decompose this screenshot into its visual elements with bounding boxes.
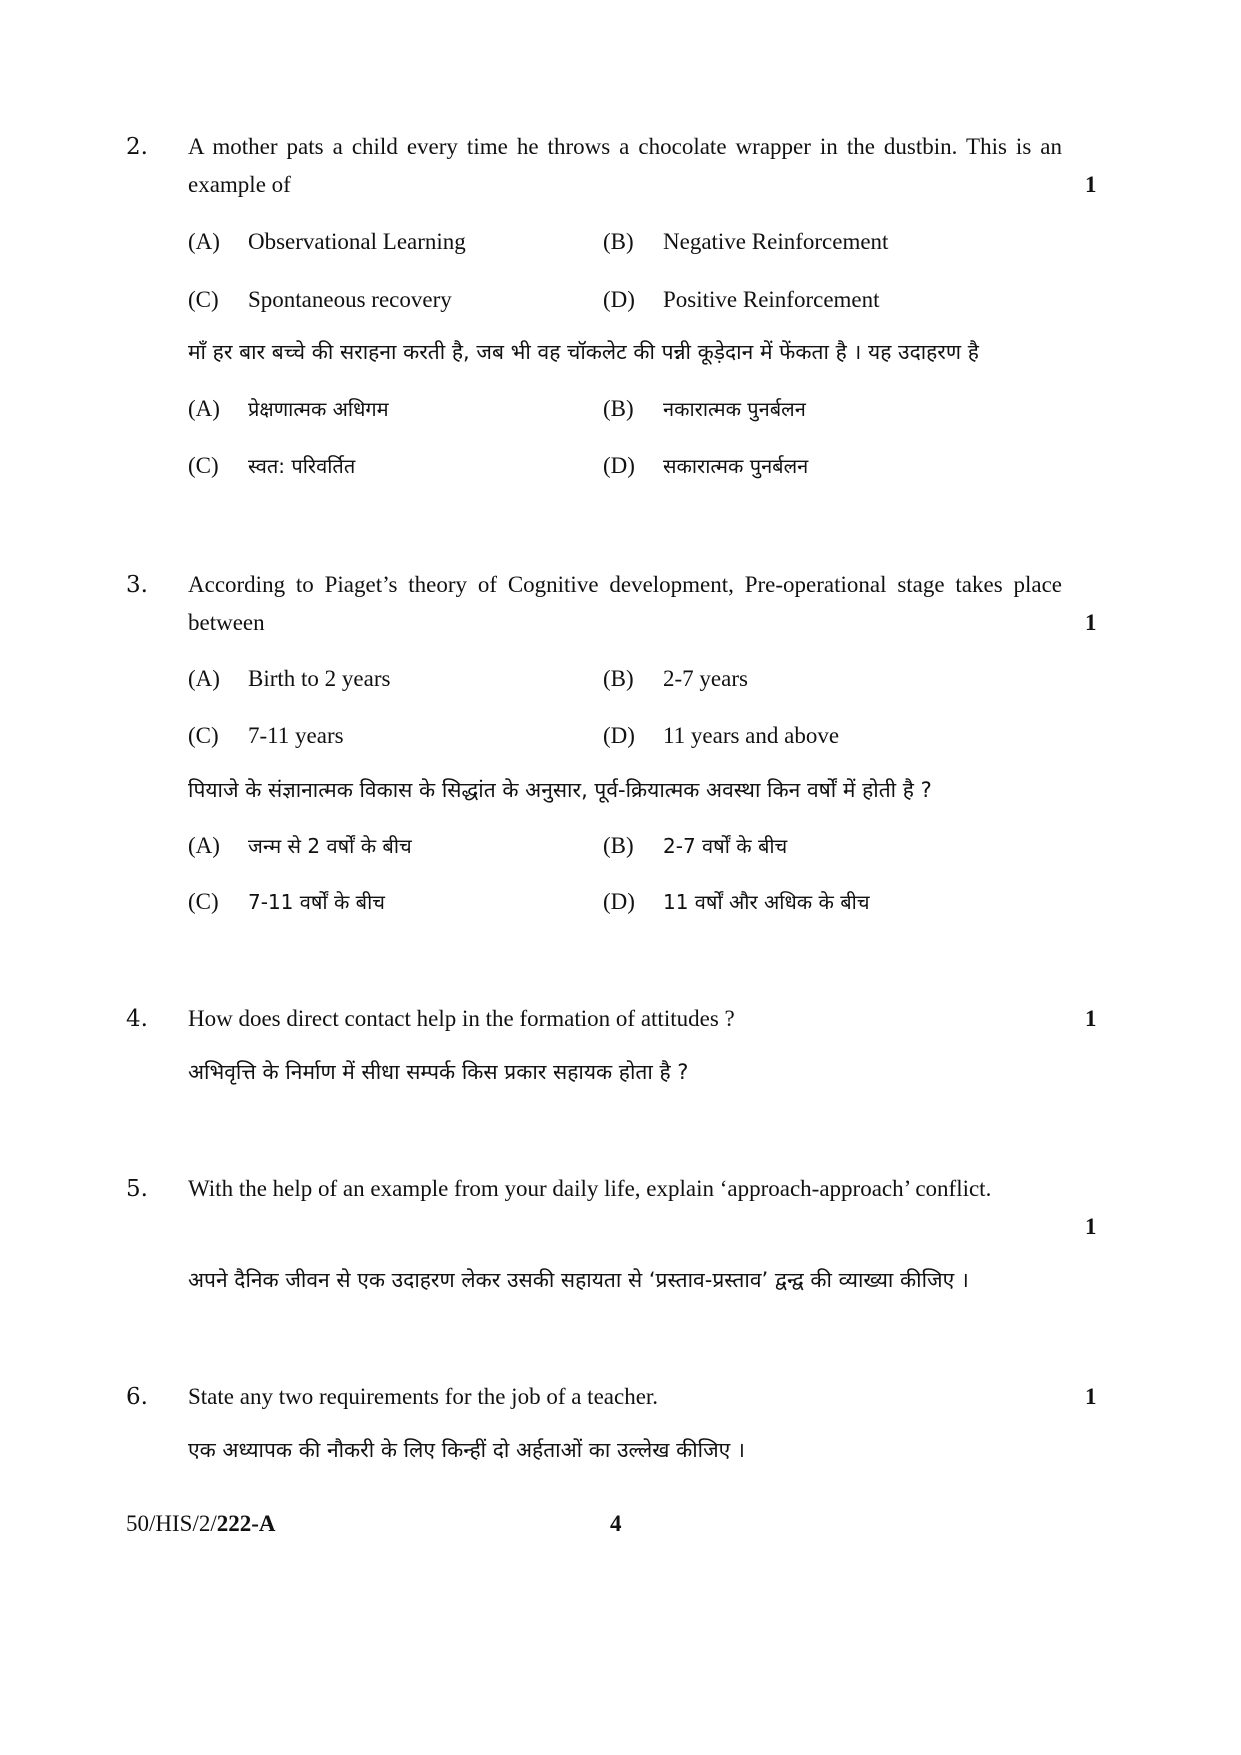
paper-code: 50/HIS/2/222-A: [126, 1511, 276, 1536]
question-number: 3.: [126, 572, 148, 598]
option-d-hi: (D) सकारात्मक पुनर्बलन: [603, 453, 809, 478]
option-c-en: (C) Spontaneous recovery: [188, 287, 452, 312]
option-a-hi: (A) जन्म से 2 वर्षों के बीच: [188, 833, 412, 858]
option-c-en: (C) 7-11 years: [188, 723, 344, 748]
option-d-en: (D) Positive Reinforcement: [603, 287, 880, 312]
question-number: 5.: [126, 1176, 148, 1202]
option-c-hi: (C) स्वत: परिवर्तित: [188, 453, 356, 478]
option-b-hi: (B) 2-7 वर्षों के बीच: [603, 833, 788, 858]
question-marks: 1: [1085, 1006, 1097, 1031]
question-text-en: According to Piaget’s theory of Cognitive development, Pre-operational stage takes place between: [188, 572, 1062, 635]
question-text-en: State any two requirements for the job of a teacher.: [188, 1384, 659, 1409]
option-a-hi: (A) प्रेक्षणात्मक अधिगम: [188, 396, 389, 421]
question-text-hi: माँ हर बार बच्चे की सराहना करती है, जब भी वह चॉकलेट की पन्नी कूड़ेदान में फेंकता है । यह उदाहरण है: [188, 340, 979, 364]
question-text-en: How does direct contact help in the formation of attitudes ?: [188, 1006, 735, 1031]
question-text-hi: अपने दैनिक जीवन से एक उदाहरण लेकर उसकी सहायता से ‘प्रस्ताव-प्रस्ताव’ द्वन्द्व की व्याख्या कीजिए ।: [188, 1268, 969, 1292]
question-text-hi: एक अध्यापक की नौकरी के लिए किन्हीं दो अर्हताओं का उल्लेख कीजिए ।: [188, 1438, 745, 1462]
option-d-en: (D) 11 years and above: [603, 723, 840, 748]
option-b-en: (B) Negative Reinforcement: [603, 229, 889, 254]
question-text-hi: अभिवृत्ति के निर्माण में सीधा सम्पर्क किस प्रकार सहायक होता है ?: [188, 1060, 689, 1084]
question-number: 6.: [126, 1384, 148, 1410]
question-marks: 1: [1085, 610, 1097, 635]
option-a-en: (A) Observational Learning: [188, 229, 466, 254]
question-text-en: With the help of an example from your daily life, explain ‘approach-approach’ conflict.: [188, 1176, 992, 1201]
question-marks: 1: [1085, 172, 1097, 197]
page-number: 4: [610, 1511, 622, 1536]
question-number: 2.: [126, 134, 148, 160]
option-a-en: (A) Birth to 2 years: [188, 666, 391, 691]
option-b-en: (B) 2-7 years: [603, 666, 748, 691]
question-number: 4.: [126, 1006, 148, 1032]
question-text-en: A mother pats a child every time he throws a chocolate wrapper in the dustbin. This is an example of: [188, 134, 1062, 197]
option-d-hi: (D) 11 वर्षों और अधिक के बीच: [603, 889, 870, 914]
option-b-hi: (B) नकारात्मक पुनर्बलन: [603, 396, 806, 421]
question-text-hi: पियाजे के संज्ञानात्मक विकास के सिद्धांत के अनुसार, पूर्व-क्रियात्मक अवस्था किन वर्षों में होती है ?: [188, 778, 932, 802]
question-marks: 1: [1085, 1384, 1097, 1409]
question-marks: 1: [1085, 1214, 1097, 1239]
option-c-hi: (C) 7-11 वर्षों के बीच: [188, 889, 385, 914]
